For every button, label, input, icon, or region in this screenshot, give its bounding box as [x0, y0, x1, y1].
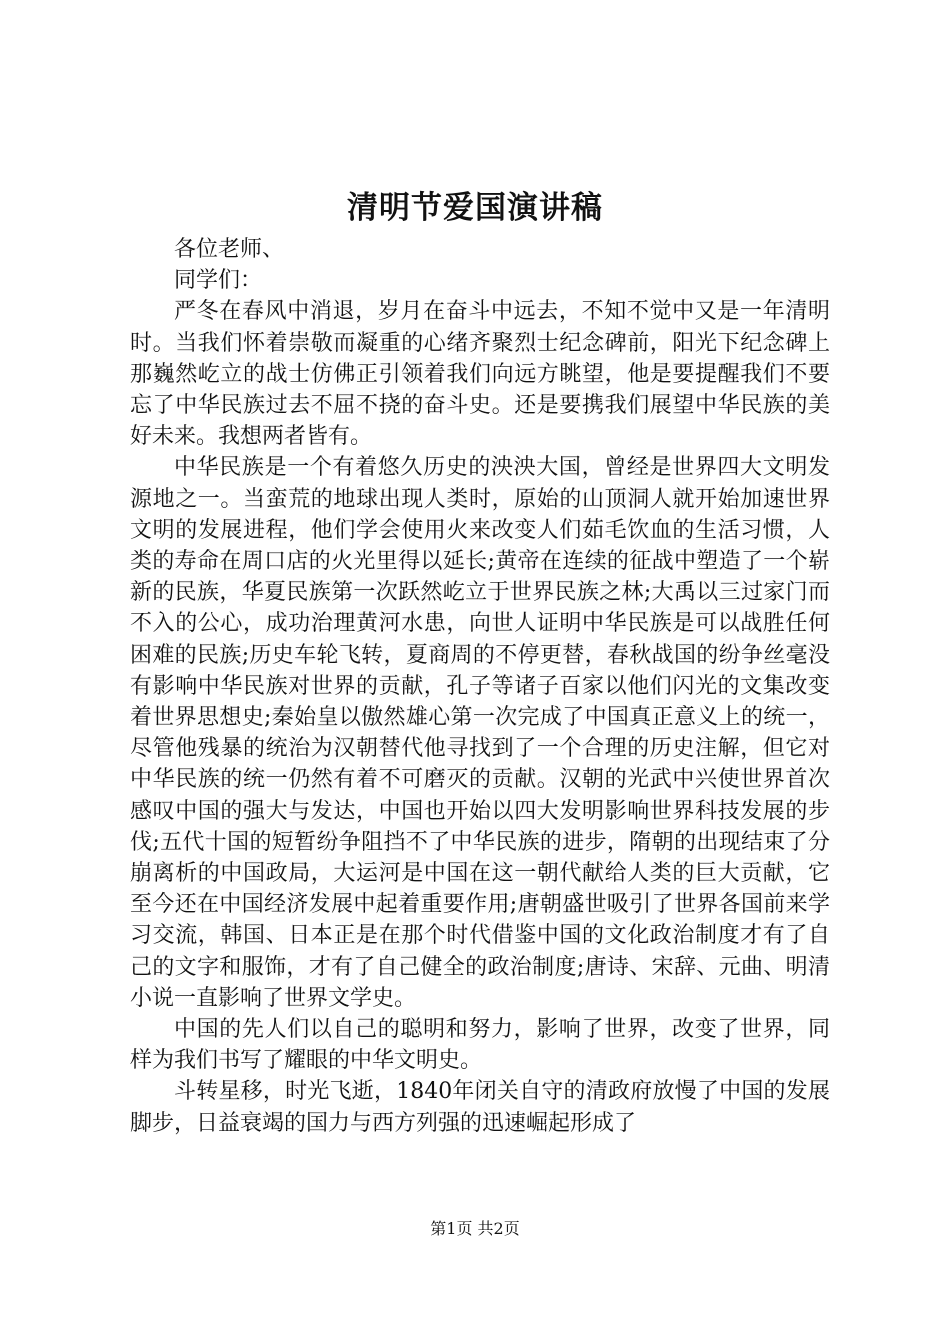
document-body — [130, 234, 830, 1139]
body-paragraph: 严冬在春风中消退，岁月在奋斗中远去，不知不觉中又是一年清明时。当我们怀着崇敬而凝重的心绪齐聚烈士纪念碑前，阳光下纪念碑上那巍然屹立的战士仿佛正引领着我们向远方眺望，他是要提醒我们不要忘了中华民族过去不屈不挠的奋斗史。还是要携我们展望中华民族的美好未来。我想两者皆有。 — [130, 299, 830, 450]
body-paragraph: 中国的先人们以自己的聪明和努力，影响了世界，改变了世界，同样为我们书写了耀眼的中华文明史。 — [130, 1017, 830, 1074]
body-paragraph: 中华民族是一个有着悠久历史的泱泱大国，曾经是世界四大文明发源地之一。当蛮荒的地球出现人类时，原始的山顶洞人就开始加速世界文明的发展进程，他们学会使用火来改变人们茹毛饮血的生活习惯，人类的寿命在周口店的火光里得以延长;黄帝在连续的征战中塑造了一个崭新的民族，华夏民族第一次跃然屹立于世界民族之林;大禹以三过家门而不入的公心，成功治理黄河水患，向世人证明中华民族是可以战胜任何困难的民族;历史车轮飞转，夏商周的不停更替，春秋战国的纷争丝毫没有影响中华民族对世界的贡献，孔子等诸子百家以他们闪光的文集改变着世界思想史;秦始皇以傲然雄心第一次完成了中国真正意义上的统一，尽管他残暴的统治为汉朝替代他寻找到了一个合理的历史注解，但它对中华民族的统一仍然有着不可磨灭的贡献。汉朝的光武中兴使世界首次感叹中国的强大与发达，中国也开始以四大发明影响世界科技发展的步伐;五代十国的短暂纷争阻挡不了中华民族的进步，隋朝的出现结束了分崩离析的中国政局，大运河是中国在这一朝代献给人类的巨大贡献，它至今还在中国经济发展中起着重要作用;唐朝盛世吸引了世界各国前来学习交流，韩国、日本正是在那个时代借鉴中国的文化政治制度才有了自己的文字和服饰，才有了自己健全的政治制度;唐诗、宋辞、元曲、明清小说一直影响了世界文学史。 — [130, 455, 830, 1011]
body-paragraph: 斗转星移，时光飞逝，1840年闭关自守的清政府放慢了中国的发展脚步，日益衰竭的国力与西方列强的迅速崛起形成了 — [130, 1079, 830, 1136]
greeting-line: 同学们： — [174, 268, 263, 294]
greeting-line: 各位老师、 — [174, 237, 285, 262]
document-title: 清明节爱国演讲稿 — [347, 190, 603, 226]
page-footer: 第1页 共2页 — [430, 1219, 520, 1238]
